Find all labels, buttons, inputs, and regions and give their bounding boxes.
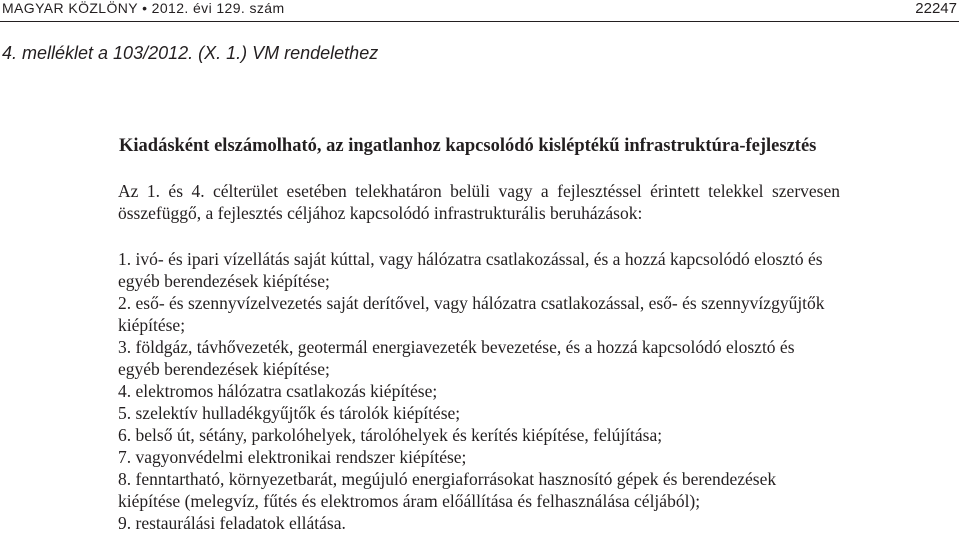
list-item: 3. földgáz, távhővezeték, geotermál energiavezeték bevezetése, és a hozzá kapcsolódó elosztó és egyéb berendezések kiépítése; bbox=[118, 337, 795, 379]
list-item: 5. szelektív hulladékgyűjtők és tárolók kiépítése; bbox=[118, 403, 461, 423]
list-item: 9. restaurálási feladatok ellátása. bbox=[118, 513, 346, 533]
list-item: 4. elektromos hálózatra csatlakozás kiépítése; bbox=[118, 381, 438, 401]
list-item: 2. eső- és szennyvízelvezetés saját derítővel, vagy hálózatra csatlakozással, eső- és szennyvízgyűjtők kiépítése; bbox=[118, 293, 825, 335]
list-item: 1. ivó- és ipari vízellátás saját kúttal, vagy hálózatra csatlakozással, és a hozzá kapcsolódó elosztó és egyéb berendezések kiépítése; bbox=[118, 249, 823, 291]
page-header bbox=[0, 0, 959, 24]
list-item: 8. fenntartható, környezetbarát, megújuló energiaforrásokat hasznosító gépek és berendezések kiépítése (melegvíz, fűtés és elektromos áram előállítása és felhasználása céljából); bbox=[118, 469, 777, 511]
annex-title: 4. melléklet a 103/2012. (X. 1.) VM rendelethez bbox=[2, 43, 379, 63]
item-list bbox=[118, 248, 840, 534]
list-item: 7. vagyonvédelmi elektronikai rendszer kiépítése; bbox=[118, 447, 467, 467]
main-title: Kiadásként elszámolható, az ingatlanhoz kapcsolódó kisléptékű infrastruktúra-fejlesztés bbox=[119, 136, 817, 156]
intro-paragraph: Az 1. és 4. célterület esetében telekhatáron belüli vagy a fejlesztéssel érintett telekkel szervesen összefüggő, a fejlesztés céljához kapcsolódó infrastrukturális beruházások: bbox=[118, 181, 840, 223]
journal-header: MAGYAR KÖZLÖNY • 2012. évi 129. szám bbox=[2, 0, 285, 16]
list-item: 6. belső út, sétány, parkolóhelyek, tárolóhelyek és kerítés kiépítése, felújítása; bbox=[118, 425, 663, 445]
header-rule bbox=[0, 21, 959, 22]
page-number: 22247 bbox=[915, 0, 957, 17]
